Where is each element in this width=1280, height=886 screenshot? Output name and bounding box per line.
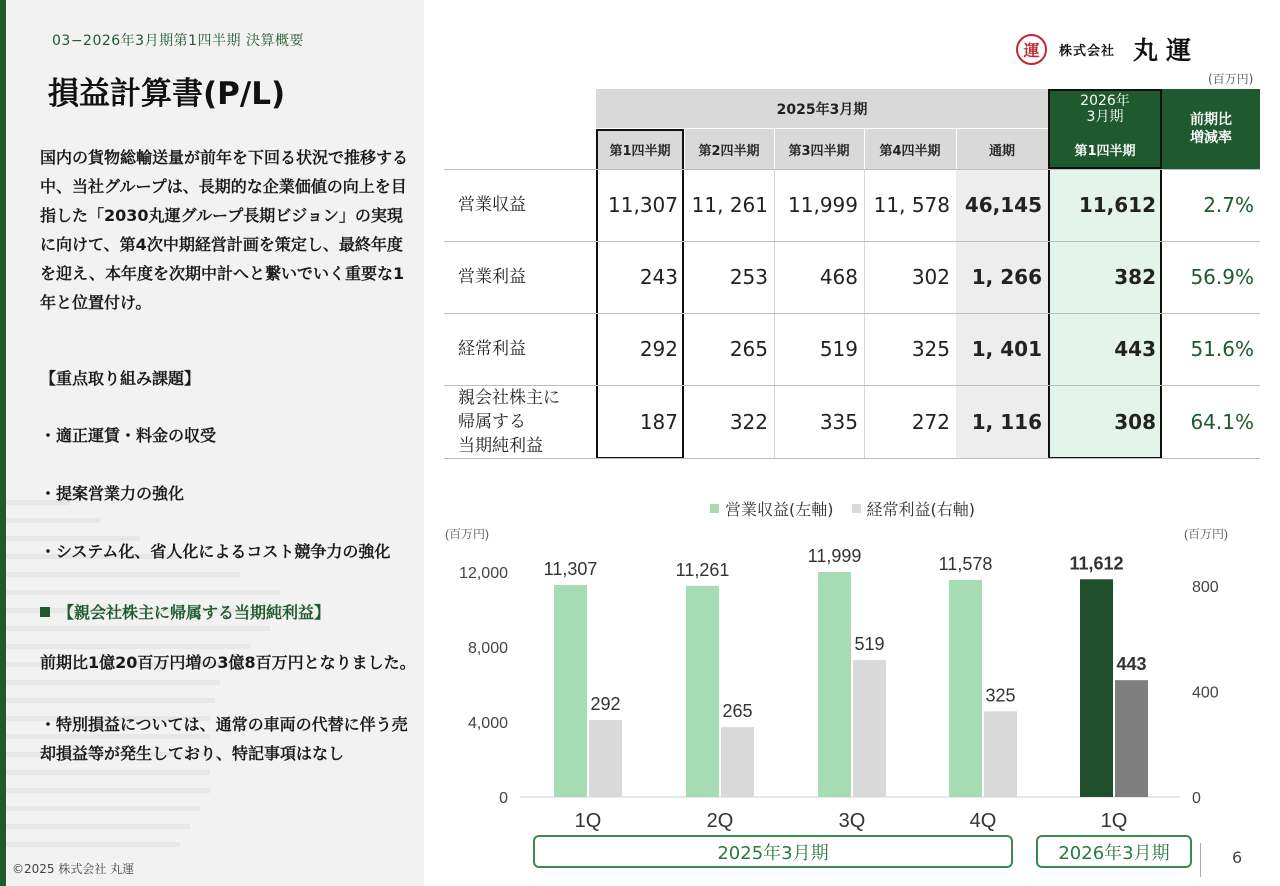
right-tick-label: 800 [1192, 579, 1219, 596]
cell-revenue-fy: 46,145 [964, 193, 1042, 217]
table-unit: (百万円) [1208, 72, 1254, 86]
group-fy2025: 2025年3月期 [776, 102, 868, 118]
period-fy2026: 2026年3月期 [1036, 835, 1192, 868]
left-tick-label: 8,000 [467, 640, 508, 657]
col-header-q3: 第3四半期 [788, 143, 850, 159]
copyright: ©2025 株式会社 丸運 [12, 862, 135, 876]
cell-revenue-q4: 11, 578 [873, 193, 950, 217]
bar-revenue [818, 572, 851, 797]
square-bullet-icon [40, 607, 50, 617]
net-income-text: 前期比1億20百万円増の3億8百万円となりました。 [40, 653, 416, 672]
cell-revenue-fy2026-q1: 11,612 [1078, 193, 1156, 217]
cell-opinc-fy: 1, 266 [971, 265, 1042, 289]
company-logo [1016, 33, 1199, 65]
cell-opinc-q2: 253 [729, 265, 768, 289]
logo-name: 丸運 [1133, 36, 1200, 65]
col-header-fy2026-q1: 第1四半期 [1074, 143, 1136, 159]
yoy-header: 前期比 増減率 [1190, 112, 1232, 146]
logo-mark-icon: 運 [1016, 34, 1047, 65]
cell-ordinc-q1: 292 [639, 337, 678, 361]
focus-item-3: ・システム化、省人化によるコスト競争力の強化 [40, 542, 391, 561]
cell-opinc-fy2026-q1: 382 [1114, 265, 1156, 289]
focus-item-1: ・適正運賃・料金の収受 [40, 426, 217, 445]
bar-ordinary [1115, 680, 1148, 797]
page-number: 6 [1232, 848, 1243, 867]
legend-swatch-revenue [710, 504, 719, 513]
intro-text: 国内の貨物総輸送量が前年を下回る状況で推移する中、当社グループは、長期的な企業価値の向上を目指した「2030丸運グループ長期ビジョン」の実現に向けて、第4次中期経営計画を策定し、最終年度を迎え、本年度を次期中計へと繋いでいく重要な1年と位置付け。 [40, 148, 409, 312]
x-tick-label: 2Q [706, 810, 734, 832]
row-label-revenue: 営業収益 [458, 195, 526, 215]
cell-netinc-q4: 272 [911, 409, 950, 434]
cell-opinc-yoy: 56.9% [1190, 265, 1254, 289]
pl-table [444, 89, 1260, 459]
x-tick-label: 1Q [1100, 810, 1128, 832]
cell-revenue-q2: 11, 261 [691, 193, 768, 217]
data-label-revenue: 11,261 [675, 559, 730, 580]
bar-revenue [554, 585, 587, 797]
focus-item-2: ・提案営業力の強化 [40, 484, 185, 503]
focus-heading: 【重点取り組み課題】 [40, 369, 201, 388]
bar-revenue [1080, 579, 1113, 797]
left-tick-label: 4,000 [467, 715, 508, 732]
net-income-heading [40, 600, 330, 623]
left-tick-label: 12,000 [459, 565, 508, 582]
left-axis-unit: (百万円) [445, 527, 489, 541]
row-label-ordinary-income: 経常利益 [458, 339, 526, 359]
cell-netinc-fy: 1, 116 [971, 409, 1042, 434]
footer-divider [1200, 843, 1201, 877]
data-label-ordinary: 292 [590, 693, 621, 714]
bar-revenue [949, 580, 982, 797]
legend-ordinary: 経常利益(右軸) [866, 500, 975, 519]
cell-ordinc-fy: 1, 401 [971, 337, 1042, 361]
cell-netinc-fy2026-q1: 308 [1114, 409, 1156, 434]
cell-ordinc-q2: 265 [729, 337, 768, 361]
group-fy2026: 2026年 3月期 [1080, 93, 1130, 125]
x-tick-label: 4Q [969, 810, 997, 832]
chart-legend [710, 497, 975, 520]
data-label-revenue: 11,999 [807, 546, 862, 567]
special-items-text: ・特別損益については、通常の車両の代替に伴う売却損益等が発生しており、特記事項はなし [40, 715, 408, 763]
col-header-q4: 第4四半期 [879, 143, 941, 159]
logo-company: 株式会社 [1059, 43, 1116, 59]
right-axis-unit: (百万円) [1184, 527, 1228, 541]
cell-opinc-q4: 302 [911, 265, 950, 289]
right-tick-label: 0 [1192, 790, 1201, 807]
data-label-ordinary: 519 [854, 634, 885, 655]
bar-revenue [686, 586, 719, 797]
net-income-heading-label: 【親会社株主に帰属する当期純利益】 [58, 603, 331, 622]
cell-ordinc-q3: 519 [819, 337, 858, 361]
data-label-ordinary: 443 [1116, 654, 1147, 675]
cell-ordinc-yoy: 51.6% [1190, 337, 1254, 361]
section-header: 03−2026年3月期第1四半期 決算概要 [52, 33, 304, 49]
cell-opinc-q1: 243 [639, 265, 678, 289]
legend-revenue: 営業収益(左軸) [725, 500, 834, 519]
accent-bar [0, 0, 6, 886]
bar-ordinary [721, 727, 754, 797]
left-tick-label: 0 [499, 790, 508, 807]
cell-ordinc-fy2026-q1: 443 [1114, 337, 1156, 361]
bar-ordinary [853, 660, 886, 797]
cell-netinc-yoy: 64.1% [1190, 409, 1254, 434]
cell-netinc-q1: 187 [639, 409, 678, 434]
row-label-net-income: 親会社株主に 帰属する 当期純利益 [458, 387, 560, 456]
col-header-q1: 第1四半期 [609, 143, 671, 159]
row-label-operating-income: 営業利益 [458, 267, 526, 287]
col-header-full-year: 通期 [988, 143, 1015, 159]
cell-revenue-yoy: 2.7% [1203, 193, 1254, 217]
legend-swatch-ordinary [852, 504, 861, 513]
bar-ordinary [589, 720, 622, 797]
page-title: 損益計算書(P/L) [48, 76, 286, 112]
data-label-ordinary: 265 [722, 701, 753, 722]
cell-ordinc-q4: 325 [911, 337, 950, 361]
data-label-ordinary: 325 [985, 685, 1016, 706]
cell-netinc-q2: 322 [729, 409, 768, 434]
cell-revenue-q1: 11,307 [608, 193, 678, 217]
data-label-revenue: 11,307 [543, 558, 598, 579]
period-fy2025: 2025年3月期 [533, 835, 1013, 868]
x-tick-label: 1Q [574, 810, 602, 832]
data-label-revenue: 11,612 [1069, 553, 1124, 574]
data-label-revenue: 11,578 [938, 553, 993, 574]
cell-opinc-q3: 468 [819, 265, 858, 289]
x-tick-label: 3Q [838, 810, 866, 832]
cell-netinc-q3: 335 [819, 409, 858, 434]
bar-chart [430, 520, 1228, 832]
col-header-q2: 第2四半期 [698, 143, 760, 159]
bar-ordinary [984, 711, 1017, 797]
right-tick-label: 400 [1192, 684, 1219, 702]
cell-revenue-q3: 11,999 [788, 193, 858, 217]
